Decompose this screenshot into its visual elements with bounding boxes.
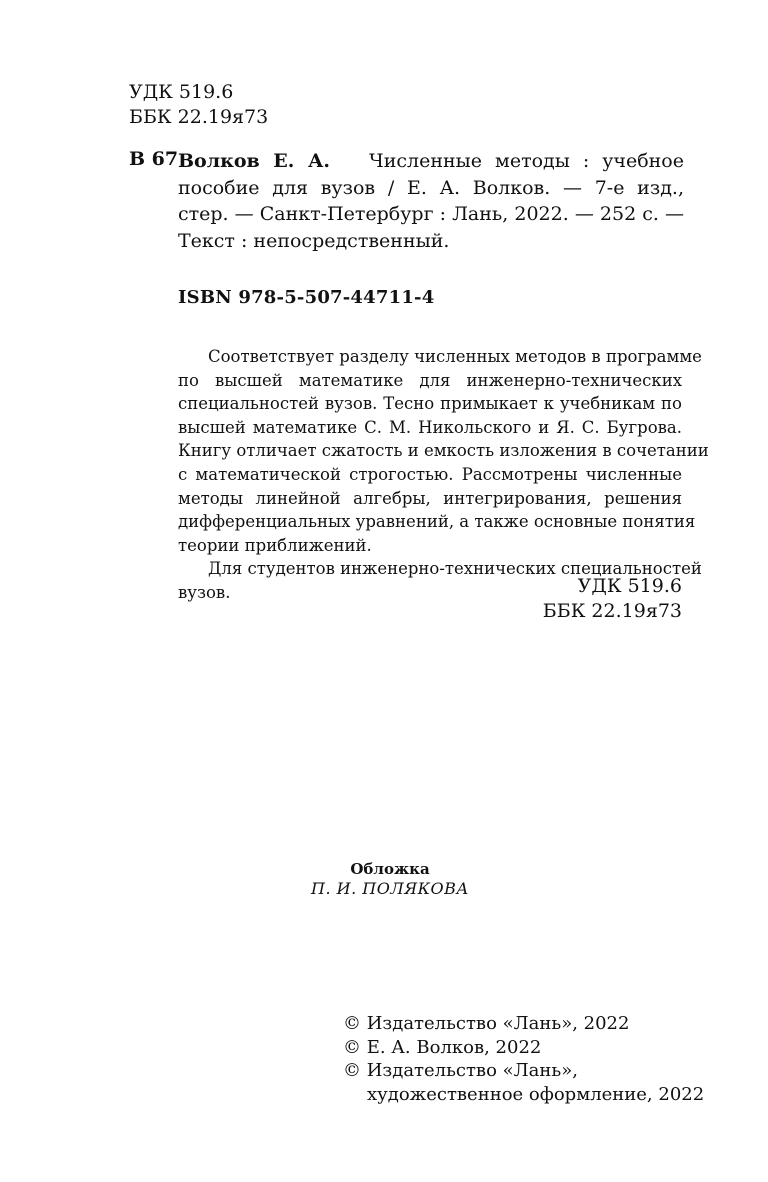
udk-bbk-bottom: [543, 574, 682, 624]
annotation-line: теории приближений.: [178, 535, 372, 555]
bibliographic-record: [178, 148, 684, 254]
copyright-line: © Е. А. Волков, 2022: [343, 1036, 542, 1058]
udk-code-top: УДК 519.6: [129, 81, 234, 103]
annotation-line: Для студентов инженерно-технических специальностей: [208, 559, 702, 579]
copyright-line: © Издательство «Лань», 2022: [343, 1013, 630, 1034]
bib-line-3: стер. — Санкт-Петербург : Лань, 2022. — 252 с. —: [178, 203, 684, 225]
annotation-line: с математической строгостью. Рассмотрены численные: [178, 464, 682, 484]
annotation: [178, 345, 709, 605]
bbk-code-top: ББК 22.19я73: [129, 106, 269, 128]
bib-line-2: пособие для вузов / Е. А. Волков. — 7-е изд.,: [178, 176, 684, 199]
bib-line-1: [178, 148, 684, 175]
copyright-block: [343, 1012, 704, 1106]
bib-line-4: Текст : непосредственный.: [178, 229, 450, 252]
annotation-line: высшей математике С. М. Никольского и Я. С. Бугрова.: [178, 417, 682, 437]
cover-label: Обложка: [350, 860, 430, 878]
annotation-line: дифференциальных уравнений, а также основные понятия: [178, 512, 696, 532]
author-sign: В 67: [129, 148, 179, 170]
annotation-line: методы линейной алгебры, интегрирования, решения: [178, 488, 682, 508]
bbk-code-bottom: ББК 22.19я73: [542, 600, 682, 622]
isbn: ISBN 978-5-507-44711-4: [178, 287, 435, 308]
bib-author: Волков Е. А.: [178, 150, 331, 172]
annotation-line: специальностей вузов. Тесно примыкает к учебникам по: [178, 394, 682, 414]
udk-code-bottom: УДК 519.6: [577, 575, 682, 597]
cover-designer: П. И. ПОЛЯКОВА: [311, 879, 469, 898]
bib-title: Численные методы : учебное: [369, 150, 684, 172]
annotation-line: Книгу отличает сжатость и емкость изложения в сочетании: [178, 441, 709, 461]
copyright-line: © Издательство «Лань»,: [343, 1060, 578, 1081]
annotation-line: вузов.: [178, 582, 231, 602]
annotation-line: Соответствует разделу численных методов в программе: [208, 347, 702, 366]
copyright-line: художественное оформление, 2022: [367, 1083, 705, 1105]
udk-bbk-top: [129, 80, 268, 130]
annotation-line: по высшей математике для инженерно-технических: [178, 370, 682, 390]
